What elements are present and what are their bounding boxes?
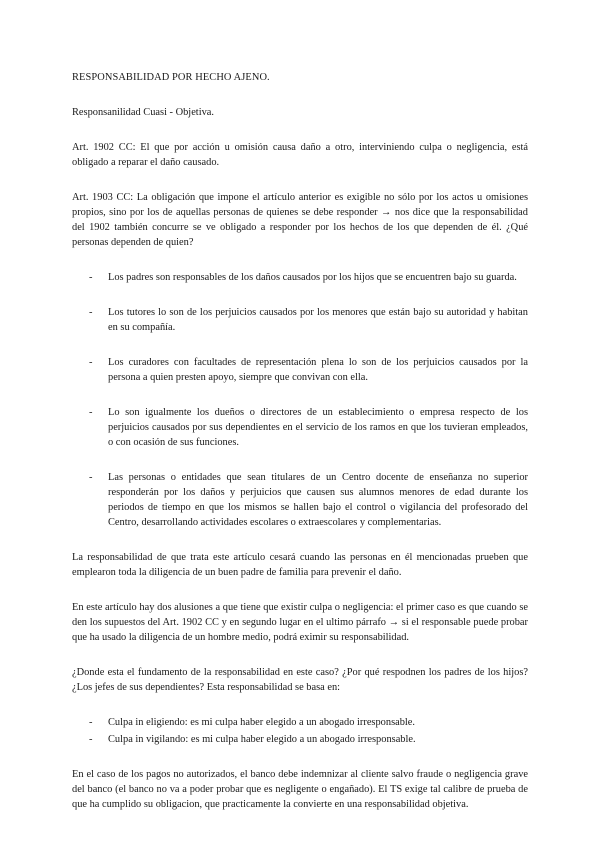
list-item (72, 405, 528, 450)
list-item (72, 270, 528, 285)
list-item (72, 470, 528, 530)
document-title: RESPONSABILIDAD POR HECHO AJENO. (72, 72, 270, 83)
list-item-text: Los curadores con facultades de representación plena lo son de los perjuicios causados por la persona a quien presten apoyo, siempre que convivan con ella. (108, 357, 528, 383)
culpa-list (72, 715, 528, 747)
document-subtitle: Responsanilidad Cuasi - Objetiva. (72, 107, 214, 118)
paragraph-alusiones: En este artículo hay dos alusiones a que tiene que existir culpa o negligencia: el primer caso es que cuando se den los supuestos del Art. 1902 CC y en segundo lugar en el ultimo párrafo → si el responsable puede probar que ha usado la diligencia de un hombre medio, podrá eximir su responsabilidad. (72, 602, 528, 643)
paragraph-art-1903: Art. 1903 CC: La obligación que impone el artículo anterior es exigible no sólo por los actos u omisiones propios, sino por los de aquellas personas de quienes se debe responder → nos dice que la responsabilidad del 1902 también concurre se ve obligado a responder por los hechos de los que dependen de él. ¿Qué personas dependen de quien? (72, 192, 528, 248)
dash-bullet: - (89, 307, 93, 318)
paragraph-pagos: En el caso de los pagos no autorizados, el banco debe indemnizar al cliente salvo fraude o negligencia grave del banco (el banco no va a poder probar que es negligente o engañado). El TS exige tal calibre de prueba de que ha cumplido su obligacion, que practicamente la convierte en una responsabilidad objetiva. (72, 769, 528, 810)
dash-bullet: - (89, 734, 93, 745)
list-item-text: Lo son igualmente los dueños o directores de un establecimiento o empresa respecto de los perjuicios causados por sus dependientes en el servicio de los ramos en que los tuvieran empleados, o con ocasión de sus funciones. (108, 407, 528, 448)
dash-bullet: - (89, 357, 93, 368)
list-item-text: Culpa in eligiendo: es mi culpa haber elegido a un abogado irresponsable. (108, 717, 416, 728)
list-item (72, 732, 528, 747)
list-item-text: Culpa in vigilando: es mi culpa haber elegido a un abogado irresponsable. (108, 734, 416, 745)
responsible-persons-list (72, 270, 528, 530)
document-page (72, 64, 528, 812)
list-item (72, 715, 528, 730)
paragraph-cessation: La responsabilidad de que trata este artículo cesará cuando las personas en él mencionadas prueben que emplearon toda la diligencia de un buen padre de familia para prevenir el daño. (72, 552, 528, 578)
dash-bullet: - (89, 472, 93, 483)
list-item (72, 355, 528, 385)
list-item-text: Los tutores lo son de los perjuicios causados por los menores que están bajo su autoridad y habitan en su compañía. (108, 307, 528, 333)
dash-bullet: - (89, 717, 93, 728)
paragraph-fundamento: ¿Donde esta el fundamento de la responsabilidad en este caso? ¿Por qué respodnen los padres de los hijos? ¿Los jefes de sus dependientes? Esta responsabilidad se basa en: (72, 667, 528, 693)
list-item-text: Los padres son responsables de los daños causados por los hijos que se encuentren bajo su guarda. (108, 272, 517, 283)
paragraph-art-1902: Art. 1902 CC: El que por acción u omisión causa daño a otro, interviniendo culpa o negligencia, está obligado a reparar el daño causado. (72, 142, 528, 168)
dash-bullet: - (89, 407, 93, 418)
list-item-text: Las personas o entidades que sean titulares de un Centro docente de enseñanza no superior responderán por los daños y perjuicios que causen sus alumnos menores de edad durante los periodos de tiempo en que los mismos se hallen bajo el control o vigilancia del profesorado del Centro, desarrollando actividades escolares o extraescolares y complementarias. (108, 472, 528, 528)
list-item (72, 305, 528, 335)
dash-bullet: - (89, 272, 93, 283)
